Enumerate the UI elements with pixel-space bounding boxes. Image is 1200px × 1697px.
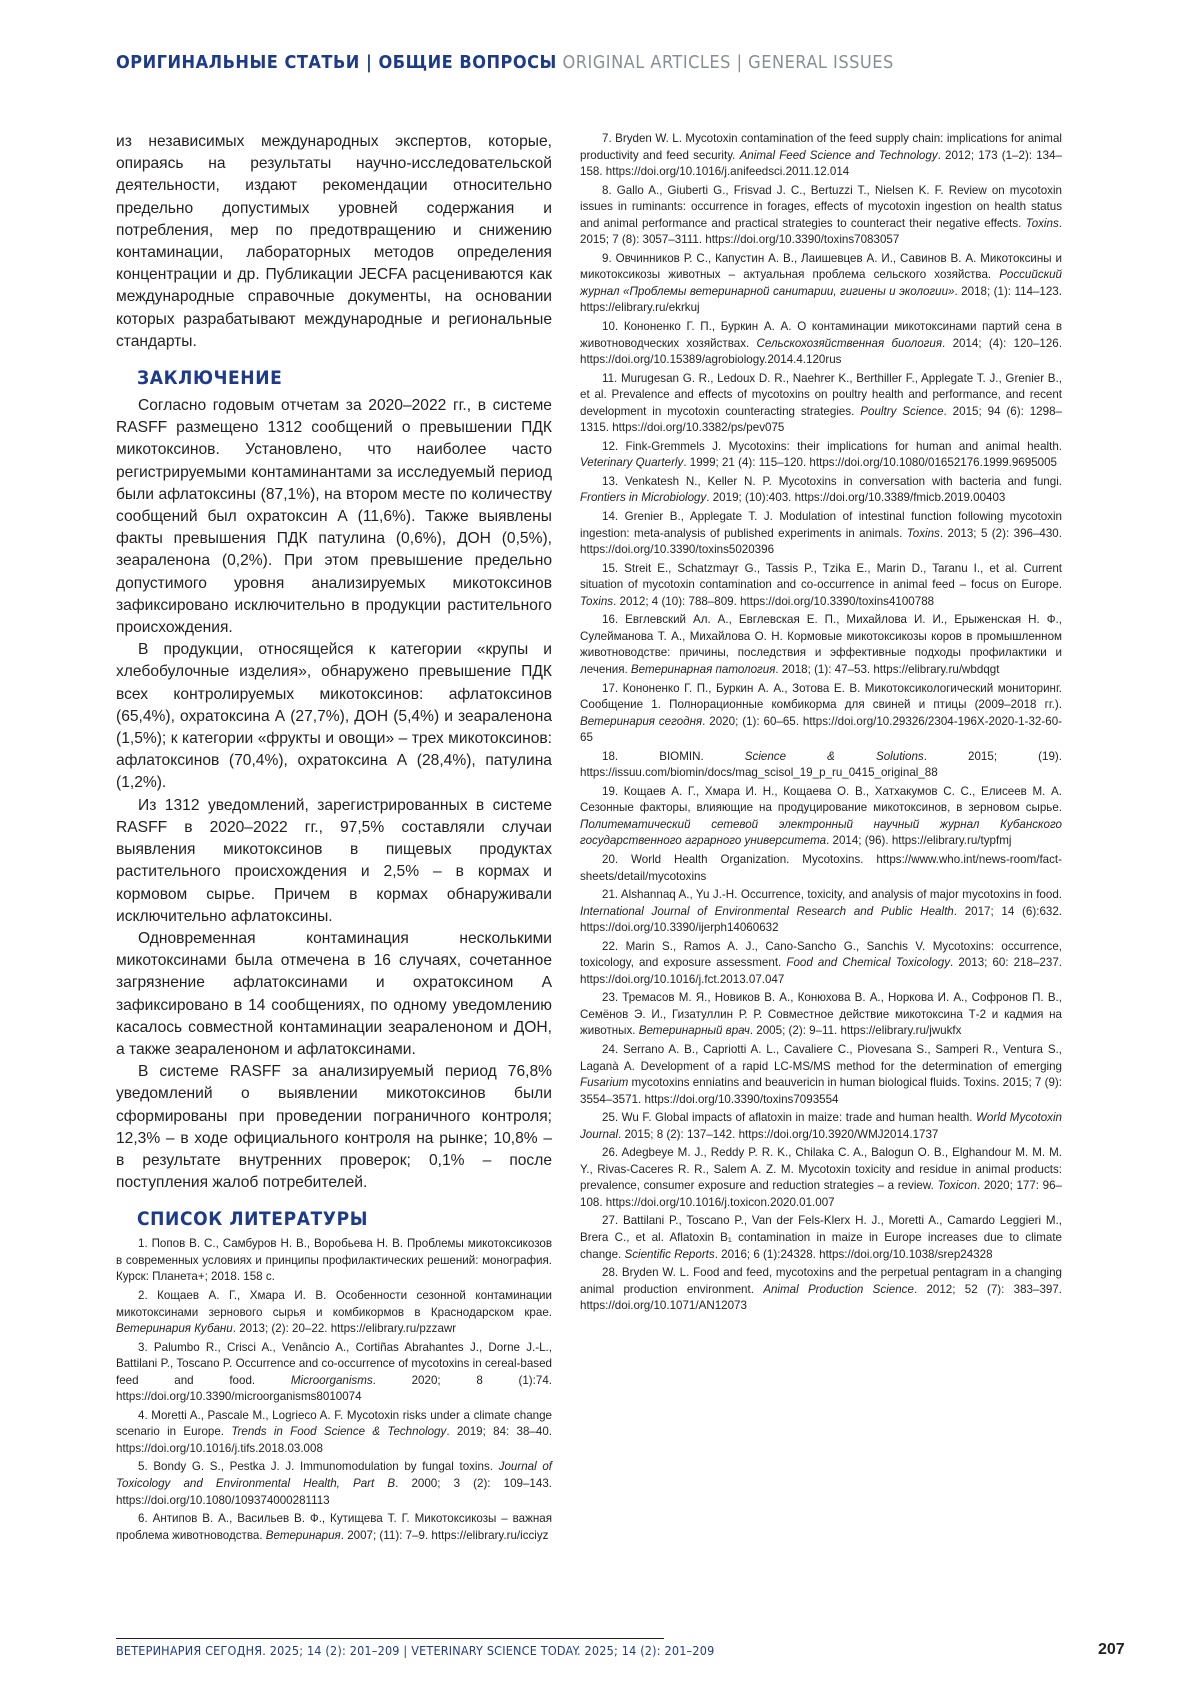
reference-item: [580, 612, 1062, 678]
page-number: 207: [1098, 1641, 1125, 1658]
conclusion-paragraph: В продукции, относящейся к категории «крупы и хлебобулочные изделия», обнаружено превышение ПДК всех контролируемых микотоксинов: афлатоксинов (65,4%), охратоксина А (27,7%), ДОН (5,4%) и зеараленона (1,5%); к категории «фрукты и овощи» – трех микотоксинов: афлатоксинов (70,4%), охратоксина А (28,4%), патулина (1,2%).: [116, 641, 552, 792]
reference-text: 11. Murugesan G. R., Ledoux D. R., Naehrer K., Berthiller F., Applegate T. J., Grenier B., et al. Prevalence and effects of mycotoxins on poultry health and performance, and recent development in mycotoxin counteracting strategies.: [580, 371, 1062, 418]
reference-text: 10. Кононенко Г. П., Буркин А. А. О контаминации микотоксинами партий сена в животноводческих хозяйствах.: [580, 320, 1062, 350]
reference-source: Сельскохозяйственная биология: [756, 336, 943, 350]
reference-item: [580, 319, 1062, 369]
reference-source: Toxicon: [937, 1179, 977, 1193]
reference-text: 6. Антипов В. А., Васильев В. Ф., Кутищева Т. Г. Микотоксикозы – важная проблема животноводства.: [116, 1512, 552, 1542]
reference-source: International Journal of Environmental Research and Public Health: [580, 904, 954, 918]
reference-text: . 2019; 84: 38–40. https://doi.org/10.1016/j.tifs.2018.03.008: [116, 1425, 552, 1455]
reference-text: 7. Bryden W. L. Mycotoxin contamination of the feed supply chain: implications for animal productivity and feed security.: [580, 132, 1062, 162]
reference-item: [580, 561, 1062, 611]
reference-item: [116, 1511, 552, 1544]
reference-text: 27. Battilani P., Toscano P., Van der Fels-Klerx H. J., Moretti A., Camardo Leggieri M., Brera C., et al. Aflatoxin B₁ contamination in maize in Europe increases due to climate change.: [580, 1214, 1062, 1261]
reference-item: [116, 1408, 552, 1458]
reference-text: 21. Alshannaq A., Yu J.-H. Occurrence, toxicity, and analysis of major mycotoxins in food.: [602, 888, 1062, 902]
reference-text: . 2020; 8 (1):74. https://doi.org/10.3390/microorganisms8010074: [116, 1373, 553, 1404]
reference-text: 1. Попов В. С., Самбуров Н. В., Воробьева Н. В. Проблемы микотоксикозов в современных условиях и принципы профилактических решений: монография. Курск: Планета+; 2018. 158 с.: [116, 1237, 552, 1284]
reference-source: Политематический сетевой электронный научный журнал Кубанского государственного аграрного университета: [580, 817, 1062, 848]
reference-item: [580, 131, 1062, 181]
right-column: [580, 131, 1062, 1317]
reference-text: . 2013; 5 (2): 396–430. https://doi.org/10.3390/toxins5020396: [580, 526, 1062, 557]
conclusion-paragraph: В системе RASFF за анализируемый период 76,8% уведомлений о выявлении микотоксинов были сформированы при проведении пограничного контроля; 12,3% – в ходе официального контроля на рынке; 10,8% – в результате внутренних проверок; 0,1% – после поступления жалоб потребителей.: [116, 1063, 552, 1192]
reference-source: Frontiers in Microbiology: [580, 491, 707, 505]
reference-item: [580, 183, 1062, 249]
reference-item: [580, 509, 1062, 559]
reference-item: [580, 749, 1062, 782]
reference-source: Ветеринарная патология: [630, 662, 776, 676]
reference-text: 24. Serrano A. B., Capriotti A. L., Cavaliere C., Piovesana S., Samperi R., Ventura S., Laganà A. Development of a rapid LC-MS/MS method for the determination of emerging: [580, 1042, 1062, 1073]
journal-footer: ВЕТЕРИНАРИЯ СЕГОДНЯ. 2025; 14 (2): 201–209 | VETERINARY SCIENCE TODAY. 2025; 14 (2): 201–209: [116, 1643, 715, 1658]
reference-text: . 2016; 6 (1):24328. https://doi.org/10.1038/srep24328: [714, 1247, 993, 1261]
reference-text: 15. Streit E., Schatzmayr G., Tassis P., Tzika E., Marin D., Taranu I., et al. Current situation of mycotoxin contamination and co-occurrence in animal feed – focus on Europe.: [580, 561, 1062, 592]
reference-text: 25. Wu F. Global impacts of aflatoxin in maize: trade and human health.: [602, 1111, 976, 1125]
reference-source: Toxins: [906, 526, 940, 540]
left-column: [116, 131, 552, 1546]
running-header: [116, 52, 894, 73]
reference-text: . 2019; (10):403. https://doi.org/10.3389/fmicb.2019.00403: [706, 491, 1006, 505]
reference-item: [580, 887, 1062, 937]
reference-text: . 2018; (1): 114–123. https://elibrary.ru/ekrkuj: [580, 284, 1062, 315]
reference-source: Food and Chemical Toxicology: [786, 956, 951, 970]
reference-text: . 2018; (1): 47–53. https://elibrary.ru/wbdqgt: [775, 662, 1000, 676]
reference-item: [116, 1340, 552, 1406]
reference-text: . 2014; (96). https://elibrary.ru/typfmj: [826, 834, 1012, 848]
reference-source: Fusarium: [580, 1076, 629, 1090]
reference-source: Animal Feed Science and Technology: [739, 148, 938, 162]
conclusion-paragraph: Из 1312 уведомлений, зарегистрированных в системе RASFF в 2020–2022 гг., 97,5% составляли случаи выявления микотоксинов в пищевых продуктах растительного происхождения и 2,5% – в кормах и кормовом сырье. Причем в кормах обнаруживали исключительно афлатоксины.: [116, 796, 552, 925]
reference-item: [580, 852, 1062, 885]
reference-text: . 2017; 14 (6):632. https://doi.org/10.3390/ijerph14060632: [580, 904, 1063, 935]
reference-text: . 1999; 21 (4): 115–120. https://doi.org/10.1080/01652176.1999.9695005: [683, 456, 1057, 470]
reference-item: [580, 1213, 1062, 1263]
reference-item: [580, 681, 1062, 747]
reference-text: 20. World Health Organization. Mycotoxins. https://www.who.int/news-room/fact-sheets/detail/mycotoxins: [580, 852, 1062, 883]
conclusion-paragraph: Одновременная контаминация несколькими микотоксинами была отмечена в 16 случаях, сочетанное загрязнение афлатоксинами и охратоксином А зафиксировано в 14 сообщениях, по одному уведомлению касалось совместной контаминации зеараленоном и ДОН, а также зеараленоном и афлатоксинами.: [116, 929, 552, 1058]
reference-source: Science & Solutions: [744, 749, 924, 763]
reference-text: 17. Кононенко Г. П., Буркин А. А., Зотова Е. В. Микотоксикологический мониторинг. Сообщение 1. Полнорационные комбикорма для свиней и птицы (2009–2018 гг.).: [580, 681, 1062, 712]
header-section-en: ORIGINAL ARTICLES | GENERAL ISSUES: [562, 52, 894, 73]
reference-item: [580, 1145, 1062, 1211]
reference-text: 14. Grenier B., Applegate T. J. Modulation of intestinal function following mycotoxin ingestion: meta-analysis of published experiments in animals.: [580, 510, 1062, 540]
conclusion-paragraph: Согласно годовым отчетам за 2020–2022 гг., в системе RASFF размещено 1312 сообщений о превышении ПДК микотоксинов. Установлено, что наиболее часто регистрируемыми контаминантами за исследуемый период были афлатоксины (87,1%), на втором месте по количеству сообщений был охратоксин А (11,6%). Также выявлены факты превышения ПДК патулина (0,6%), ДОН (0,5%), зеараленона (0,2%). При этом превышение предельно допустимого уровня анализируемых микотоксинов зафиксировано исключительно в продукции растительного происхождения.: [116, 397, 552, 637]
reference-list-right: [580, 131, 1062, 1315]
reference-source: Toxins: [580, 594, 614, 608]
reference-text: 26. Adegbeye M. J., Reddy P. R. K., Chilaka C. A., Balogun O. B., Elghandour M. M. M. Y., Rivas-Caceres R. R., Salem A. Z. M. Mycotoxin toxicity and residue in animal products: prevalence, consumer exposure and reduction strategies – a review.: [580, 1146, 1062, 1193]
reference-text: 5. Bondy G. S., Pestka J. J. Immunomodulation by fungal toxins.: [138, 1460, 499, 1474]
reference-text: mycotoxins enniatins and beauvericin in human biological fluids. Toxins. 2015; 7 (9): 3554–3571. https://doi.org/10.3390/toxins7093554: [580, 1076, 1062, 1106]
reference-text: 12. Fink-Gremmels J. Mycotoxins: their implications for human and animal health.: [602, 439, 1062, 453]
reference-source: Ветеринария сегодня: [580, 714, 703, 728]
reference-text: 22. Marin S., Ramos A. J., Cano-Sancho G., Sanchis V. Mycotoxins: occurrence, toxicology, and exposure assessment.: [580, 939, 1062, 970]
reference-source: Poultry Science: [860, 404, 944, 418]
footer-rule: [116, 1638, 664, 1639]
reference-item: [580, 251, 1062, 317]
reference-text: . 2012; 52 (7): 383–397. https://doi.org/10.1071/AN12073: [580, 1282, 1063, 1313]
reference-text: . 2020; 177: 96–108. https://doi.org/10.1016/j.toxicon.2020.01.007: [580, 1179, 1063, 1209]
reference-item: [580, 1042, 1062, 1108]
reference-source: World Mycotoxin Journal: [580, 1111, 1062, 1141]
reference-text: . 2013; (2): 20–22. https://elibrary.ru/pzzawr: [232, 1322, 457, 1336]
reference-item: [580, 1265, 1062, 1315]
reference-text: . 2007; (11): 7–9. https://elibrary.ru/icciyz: [340, 1528, 549, 1542]
reference-item: [116, 1236, 552, 1286]
reference-source: Ветеринария Кубани: [116, 1322, 233, 1336]
reference-text: . 2015; 7 (8): 3057–3111. https://doi.org/10.3390/toxins7083057: [580, 216, 1062, 247]
reference-source: Ветеринария: [265, 1528, 341, 1542]
reference-text: 13. Venkatesh N., Keller N. P. Mycotoxins in conversation with bacteria and fungi.: [602, 474, 1062, 488]
conclusion-heading: ЗАКЛЮЧЕНИЕ: [137, 367, 283, 390]
reference-text: . 2015; 94 (6): 1298–1315. https://doi.org/10.3382/ps/pev075: [580, 404, 1062, 435]
reference-item: [116, 1288, 552, 1338]
reference-text: 19. Кощаев А. Г., Хмара И. Н., Кощаева О. В., Хатхакумов С. С., Елисеев М. А. Сезонные факторы, влияющие на продуцирование микотоксинов, в зерновом сырье.: [580, 784, 1062, 815]
reference-item: [116, 1459, 552, 1509]
reference-text: . 2020; (1): 60–65. https://doi.org/10.29326/2304-196X-2020-1-32-60-65: [580, 714, 1062, 745]
reference-source: Veterinary Quarterly: [580, 456, 684, 470]
reference-text: . 2013; 60: 218–237. https://doi.org/10.1016/j.fct.2013.07.047: [580, 956, 1062, 986]
reference-source: Toxins: [1025, 216, 1059, 230]
reference-text: . 2014; (4): 120–126. https://doi.org/10.15389/agrobiology.2014.4.120rus: [580, 336, 1062, 367]
header-section-ru: ОРИГИНАЛЬНЫЕ СТАТЬИ | ОБЩИЕ ВОПРОСЫ: [116, 52, 557, 73]
reference-text: 2. Кощаев А. Г., Хмара И. В. Особенности сезонной контаминации микотоксинами зернового сырья и комбикормов в Краснодарском крае.: [116, 1288, 552, 1319]
reference-source: Animal Production Science: [763, 1282, 914, 1296]
reference-text: . 2000; 3 (2): 109–143. https://doi.org/10.1080/109374000281113: [116, 1477, 552, 1507]
reference-source: Journal of Toxicology and Environmental Health, Part B: [116, 1460, 552, 1490]
reference-item: [580, 990, 1062, 1040]
reference-source: Российский журнал «Проблемы ветеринарной санитарии, гигиены и экологии»: [580, 268, 1062, 298]
reference-text: 3. Palumbo R., Crisci A., Venâncio A., Cortiñas Abrahantes J., Dorne J.-L., Battilani P., Toscano P. Occurrence and co-occurrence of mycotoxins in cereal-based feed and food.: [116, 1340, 552, 1387]
reference-item: [580, 439, 1062, 472]
reference-item: [580, 784, 1062, 850]
references-heading: СПИСОК ЛИТЕРАТУРЫ: [137, 1208, 369, 1231]
reference-item: [580, 474, 1062, 507]
reference-source: Ветеринарный врач: [638, 1024, 750, 1038]
reference-text: 9. Овчинников Р. С., Капустин А. В., Лаишевцев А. И., Савинов В. А. Микотоксины и микотоксикозы животных – актуальная проблема сельского хозяйства.: [580, 251, 1062, 282]
reference-source: Microorganisms: [290, 1373, 373, 1387]
reference-item: [580, 371, 1062, 437]
reference-text: . 2015; (19). https://issuu.com/biomin/docs/mag_scisol_19_p_ru_0415_original_88: [580, 749, 1062, 780]
reference-list-left: [116, 1236, 552, 1544]
reference-text: 23. Тремасов М. Я., Новиков В. А., Конюхова В. А., Норкова И. А., Софронов П. В., Семёнов Э. И., Гизатуллин Р. Р. Совместное действие микотоксина Т-2 и кадмия на животных.: [580, 991, 1062, 1038]
reference-item: [580, 939, 1062, 989]
reference-text: . 2015; 8 (2): 137–142. https://doi.org/10.3920/WMJ2014.1737: [618, 1127, 939, 1141]
reference-text: 28. Bryden W. L. Food and feed, mycotoxins and the perpetual pentagram in a changing animal production environment.: [580, 1266, 1062, 1296]
reference-text: 18. BIOMIN.: [602, 749, 745, 763]
intro-paragraph: из независимых международных экспертов, которые, опираясь на результаты научно-исследовательской деятельности, издают рекомендации относительно предельно допустимых уровней содержания и потребления, мер по предотвращению и снижению контаминации, лабораторных методов определения концентрации и др. Публикации JECFA расцениваются как международные справочные документы, на основании которых разрабатывают международные и региональные стандарты.: [116, 133, 552, 350]
reference-text: 8. Gallo A., Giuberti G., Frisvad J. C., Bertuzzi T., Nielsen K. F. Review on mycotoxin issues in ruminants: occurrence in forages, effects of mycotoxin ingestion on health status and animal performance and practical strategies to counteract their negative effects.: [580, 183, 1062, 230]
reference-text: . 2005; (2): 9–11. https://elibrary.ru/jwukfx: [749, 1024, 962, 1038]
reference-text: . 2012; 173 (1–2): 134–158. https://doi.org/10.1016/j.anifeedsci.2011.12.014: [580, 148, 1062, 179]
reference-item: [580, 1110, 1062, 1143]
reference-text: . 2012; 4 (10): 788–809. https://doi.org/10.3390/toxins4100788: [613, 594, 935, 608]
reference-source: Trends in Food Science & Technology: [231, 1425, 447, 1439]
reference-text: 4. Moretti A., Pascale M., Logrieco A. F. Mycotoxin risks under a climate change scenario in Europe.: [116, 1408, 552, 1439]
reference-source: Scientific Reports: [624, 1247, 715, 1261]
reference-text: 16. Евглевский Ал. А., Евглевская Е. П., Михайлова И. И., Ерыженская Н. Ф., Сулейманова Т. А., Михайлова О. Н. Кормовые микотоксикозы коров в промышленном животноводстве: причины, последствия и эффективные подходы профилактики и лечения.: [580, 613, 1062, 676]
